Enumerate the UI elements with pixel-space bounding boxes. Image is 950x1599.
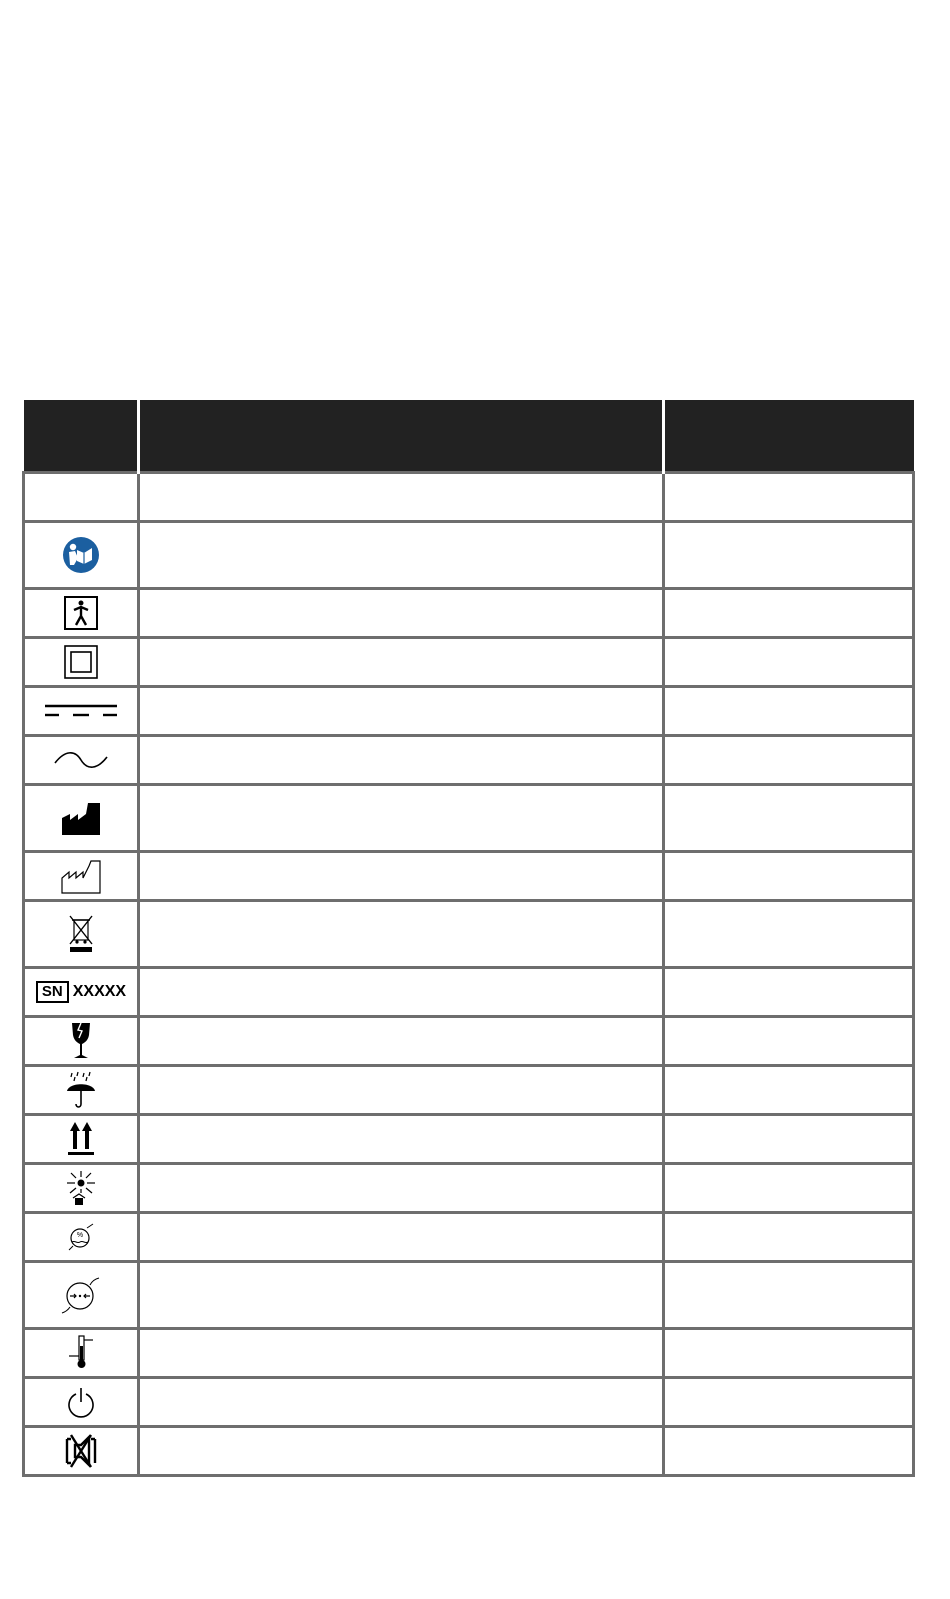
direct-current-icon	[43, 701, 119, 721]
symbol-cell	[24, 589, 139, 638]
alternating-current-icon	[53, 750, 109, 770]
standard-cell	[664, 1329, 914, 1378]
symbol-cell	[24, 1017, 139, 1066]
symbol-cell	[24, 1115, 139, 1164]
table-row	[24, 1213, 914, 1262]
symbol-cell	[24, 968, 139, 1017]
symbol-cell	[24, 522, 139, 589]
table-row	[24, 968, 914, 1017]
serial-number-value: XXXXX	[72, 983, 127, 1000]
svg-text:%: %	[76, 1232, 84, 1239]
symbol-cell	[24, 1378, 139, 1427]
symbol-cell	[24, 1066, 139, 1115]
manufacturer-icon	[61, 800, 101, 836]
standard-cell	[664, 473, 914, 522]
table-row	[24, 687, 914, 736]
symbol-cell	[24, 852, 139, 901]
table-row	[24, 1066, 914, 1115]
description-cell	[139, 1427, 664, 1476]
table-row	[24, 522, 914, 589]
standard-cell	[664, 1378, 914, 1427]
description-cell	[139, 473, 664, 522]
table-row	[24, 589, 914, 638]
type-bf-applied-part-icon	[63, 595, 99, 631]
symbols-table	[22, 400, 915, 1477]
standard-cell	[664, 852, 914, 901]
symbol-cell	[24, 1262, 139, 1329]
description-cell	[139, 968, 664, 1017]
header-description	[139, 400, 664, 473]
atmospheric-pressure-limitation-icon	[61, 1275, 101, 1315]
standard-cell	[664, 1427, 914, 1476]
symbol-cell	[24, 687, 139, 736]
description-cell	[139, 901, 664, 968]
standard-cell	[664, 1066, 914, 1115]
description-cell	[139, 1164, 664, 1213]
table-row	[24, 1017, 914, 1066]
serial-number-icon	[36, 981, 126, 1003]
description-cell	[139, 1213, 664, 1262]
symbol-cell	[24, 1164, 139, 1213]
keep-dry-icon	[65, 1071, 97, 1109]
read-instructions-icon	[62, 536, 100, 574]
description-cell	[139, 1329, 664, 1378]
alarm-silenced-icon	[61, 1433, 101, 1469]
description-cell	[139, 1262, 664, 1329]
standard-cell	[664, 687, 914, 736]
table-row	[24, 1378, 914, 1427]
table-row	[24, 1329, 914, 1378]
symbol-cell	[24, 1213, 139, 1262]
table-row	[24, 1164, 914, 1213]
table-row	[24, 1427, 914, 1476]
standard-cell	[664, 968, 914, 1017]
standard-cell	[664, 736, 914, 785]
standard-cell	[664, 1262, 914, 1329]
table-row	[24, 1115, 914, 1164]
standard-cell	[664, 901, 914, 968]
symbol-cell	[24, 473, 139, 522]
description-cell	[139, 1378, 664, 1427]
fragile-icon	[69, 1021, 93, 1061]
serial-number-box: SN	[36, 981, 69, 1003]
date-of-manufacture-icon	[61, 858, 101, 894]
temperature-limitation-icon	[67, 1334, 95, 1372]
symbol-cell	[24, 1427, 139, 1476]
class-ii-equipment-icon	[63, 644, 99, 680]
table-row	[24, 638, 914, 687]
standard-cell	[664, 1115, 914, 1164]
symbol-cell	[24, 785, 139, 852]
standard-cell	[664, 522, 914, 589]
description-cell	[139, 522, 664, 589]
standard-cell	[664, 785, 914, 852]
table-row	[24, 785, 914, 852]
table-row	[24, 473, 914, 522]
table-row	[24, 852, 914, 901]
symbol-cell	[24, 901, 139, 968]
description-cell	[139, 736, 664, 785]
header-symbol	[24, 400, 139, 473]
description-cell	[139, 638, 664, 687]
description-cell	[139, 852, 664, 901]
this-way-up-icon	[66, 1120, 96, 1158]
table-row	[24, 1262, 914, 1329]
standard-cell	[664, 1213, 914, 1262]
standard-cell	[664, 589, 914, 638]
weee-disposal-icon	[66, 914, 96, 954]
humidity-limitation-icon	[66, 1222, 96, 1252]
description-cell	[139, 1066, 664, 1115]
symbol-cell	[24, 1329, 139, 1378]
standard-cell	[664, 1017, 914, 1066]
description-cell	[139, 687, 664, 736]
table-header	[24, 400, 914, 473]
table-row	[24, 901, 914, 968]
description-cell	[139, 1017, 664, 1066]
keep-away-from-sunlight-icon	[63, 1169, 99, 1207]
standard-cell	[664, 1164, 914, 1213]
description-cell	[139, 785, 664, 852]
description-cell	[139, 1115, 664, 1164]
header-standard	[664, 400, 914, 473]
symbol-cell	[24, 638, 139, 687]
standard-cell	[664, 638, 914, 687]
description-cell	[139, 589, 664, 638]
table-row	[24, 736, 914, 785]
symbol-cell	[24, 736, 139, 785]
power-standby-icon	[66, 1386, 96, 1418]
